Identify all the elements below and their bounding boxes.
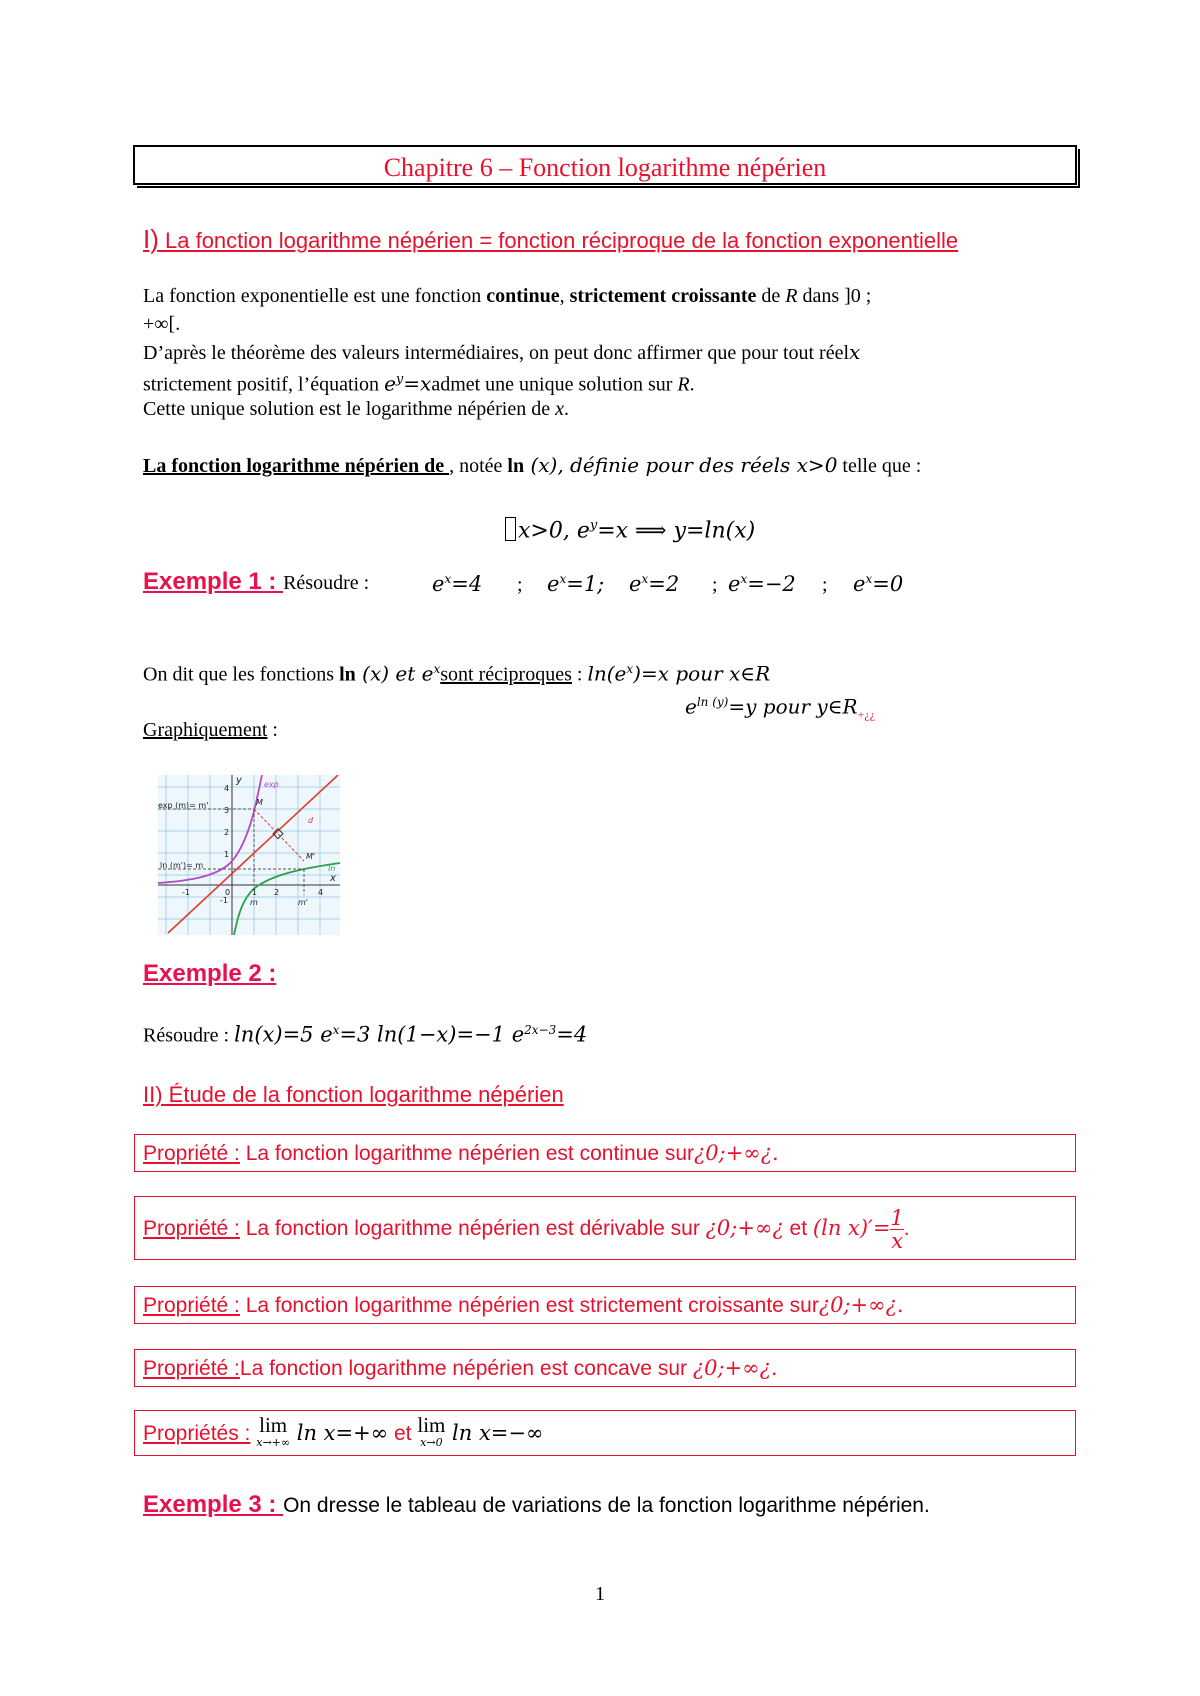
- graph-caption: Graphiquement :: [143, 719, 278, 741]
- reciprocal-line-2: $e^{ln (y)}=y$ pour $y\in R_{+¿¿}$: [685, 694, 876, 722]
- graph-axis-y: y: [236, 775, 242, 786]
- limit-plus-inf: lim x→+∞: [256, 1413, 291, 1450]
- reciprocal-line: On dit que les fonctions ln (x) et $e^xsont$ réciproques : $\ln(e^x)=x$ pour x∈R: [143, 661, 771, 686]
- definition-formula: x>0, $e^y=x$ ⟹ y=ln(x): [505, 512, 755, 545]
- chapter-title-box: [133, 145, 1077, 185]
- chapter-title: Chapitre 6 – Fonction logarithme népérien: [383, 153, 827, 182]
- property-box-limits: Propriétés : lim x→+∞ ln x=+∞ et lim x→0 ln x=−∞: [134, 1410, 1076, 1456]
- intro-line-5: Cette unique solution est le logarithme népérien de x.: [143, 398, 569, 420]
- derivative-fraction: $\frac{1}{x}$: [890, 1205, 904, 1253]
- graph-axis-x: x: [330, 873, 336, 884]
- intro-line-3: D’après le théorème des valeurs intermédiaires, on peut donc affirmer que pour tout réelx: [143, 340, 861, 364]
- limit-zero: lim x→0: [417, 1413, 446, 1450]
- section-2-heading: II) Étude de la fonction logarithme népérien: [143, 1082, 564, 1107]
- sep-2: ;: [712, 574, 718, 596]
- graph-tick-x0: 0: [225, 888, 231, 897]
- example-1-eq-1: $e^x=4$: [432, 572, 483, 596]
- example-1-eq-4: $e^x=-2$: [728, 572, 796, 596]
- graph-tick-x2: 2: [274, 888, 280, 897]
- definition-line: La fonction logarithme népérien de , notée ln (x), définie pour des réels x>0 telle que :: [143, 453, 922, 477]
- example-1-eq-5: $e^x=0$: [853, 572, 904, 596]
- example-3: Exemple 3 : On dresse le tableau de variations de la fonction logarithme népérien.: [143, 1491, 930, 1518]
- graph-tick-y2: 2: [224, 828, 230, 837]
- graph-tick-xm1: -1: [182, 888, 190, 897]
- property-box-continuity: Propriété : La fonction logarithme népérien est continue sur¿0;+∞¿.: [134, 1134, 1076, 1172]
- graph-tick-y3: 3: [224, 806, 230, 815]
- exp-ln-graph: [158, 775, 340, 935]
- property-box-derivative: Propriété : La fonction logarithme népérien est dérivable sur ¿0;+∞¿ et (ln x)′= $\frac{1}{x}$ .: [134, 1196, 1076, 1260]
- property-box-increasing: Propriété : La fonction logarithme népérien est strictement croissante sur¿0;+∞¿.: [134, 1286, 1076, 1324]
- graph-curve-exp-label: exp: [264, 780, 279, 789]
- graph-line-d-label: d: [308, 816, 314, 825]
- example-1-eq-2: $e^x=1$;: [547, 572, 605, 596]
- graph-tick-x4: 4: [318, 888, 324, 897]
- graph-label-ln: ln (m')= m: [160, 861, 204, 870]
- missing-glyph-box: [505, 517, 516, 541]
- graph-curve-ln-label: ln: [328, 864, 336, 873]
- graph-label-m: m: [250, 898, 258, 907]
- intro-line-4: strictement positif, l’équation $e^y=xadmet$ une unique solution sur R.: [143, 371, 695, 396]
- section-1-heading: I) La fonction logarithme népérien = fonction réciproque de la fonction exponentielle: [143, 224, 959, 254]
- example-2-equation: Résoudre : ln(x)=5 $e^x=3$ ln(1−x)=−1 $e^{2x-3}=4$: [143, 1022, 588, 1047]
- example-1-eq-3: $e^x=2$: [629, 572, 680, 596]
- example-1: Exemple 1 : Résoudre :: [143, 568, 370, 595]
- graph-label-mp: m': [298, 898, 308, 907]
- graph-point-M: M: [256, 798, 263, 807]
- property-box-concave: Propriété :La fonction logarithme népérien est concave sur ¿0;+∞¿.: [134, 1349, 1076, 1387]
- sep-1: ;: [517, 574, 523, 596]
- graph-tick-y4: 4: [224, 784, 230, 793]
- page-number: 1: [595, 1583, 605, 1605]
- graph-point-Mp: M': [306, 852, 316, 861]
- graph-tick-y1: 1: [224, 850, 230, 859]
- graph-tick-ym1: -1: [220, 896, 228, 905]
- graph-label-exp: exp (m)= m': [158, 801, 209, 810]
- intro-line-1: La fonction exponentielle est une fonction continue, strictement croissante de R dans ]0 ;: [143, 285, 872, 307]
- sep-3: ;: [822, 574, 828, 596]
- intro-line-2: +∞[.: [143, 313, 181, 335]
- graph-tick-x1: 1: [252, 888, 258, 897]
- example-2-label: Exemple 2 :: [143, 960, 277, 987]
